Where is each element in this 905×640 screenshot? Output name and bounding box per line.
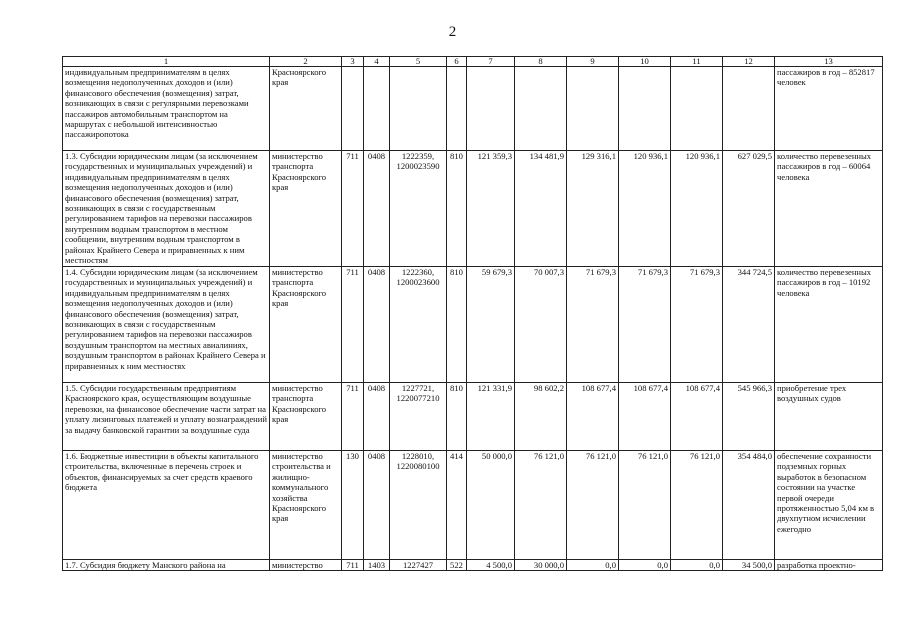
column-header: 5 [390,57,447,67]
value-cell: 0,0 [567,560,619,571]
expected-result-cell: количество перевезенных пассажиров в год – 60064 человека [775,151,883,267]
value-cell: 0,0 [671,560,723,571]
column-header: 6 [447,57,467,67]
expense-type-cell: 810 [447,267,467,383]
column-header: 4 [364,57,390,67]
expense-type-cell: 414 [447,451,467,560]
value-cell: 121 359,3 [467,151,515,267]
value-cell: 98 602,2 [515,383,567,451]
column-header: 12 [723,57,775,67]
expense-type-cell: 810 [447,151,467,267]
table-row [63,560,883,571]
column-header: 8 [515,57,567,67]
section-cell: 0408 [364,267,390,383]
grbs-cell: 711 [342,267,364,383]
value-cell: 76 121,0 [671,451,723,560]
target-article-cell: 1228010, 1220080100 [390,451,447,560]
expense-type-cell [447,67,467,151]
total-cell: 344 724,5 [723,267,775,383]
responsible-cell: министерство транспорта Красноярского края [270,267,342,383]
value-cell: 120 936,1 [671,151,723,267]
target-article-cell: 1227721, 1220077210 [390,383,447,451]
section-cell: 1403 [364,560,390,571]
value-cell: 120 936,1 [619,151,671,267]
total-cell: 354 484,0 [723,451,775,560]
target-article-cell [390,67,447,151]
value-cell [567,67,619,151]
measure-name-cell: 1.7. Субсидия бюджету Манского района на [63,560,270,571]
value-cell: 70 007,3 [515,267,567,383]
section-cell: 0408 [364,383,390,451]
measure-name-cell: 1.3. Субсидии юридическим лицам (за исключением государственных и муниципальных учреждений) и индивидуальным предпринимателям в целях возмещения недополученных доходов и (или) финансового обеспечения (возмещения) затрат, возникающих в связи с государственным регулированием тарифов на перевозки пассажиров внутренним водным транспортом в местном сообщении, внутренним водным транспортом в районах Крайнего Севера и приравненных к ним местностям [63,151,270,267]
value-cell: 121 331,9 [467,383,515,451]
column-header: 3 [342,57,364,67]
value-cell: 50 000,0 [467,451,515,560]
expected-result-cell: количество перевезенных пассажиров в год – 10192 человека [775,267,883,383]
table-row [63,267,883,383]
header-row [63,57,883,67]
value-cell [619,67,671,151]
grbs-cell: 711 [342,560,364,571]
responsible-cell: министерство строительства и жилищно-коммунального хозяйства Красноярского края [270,451,342,560]
value-cell [671,67,723,151]
table-row [63,451,883,560]
total-cell: 627 029,5 [723,151,775,267]
value-cell: 4 500,0 [467,560,515,571]
responsible-cell: министерство транспорта Красноярского края [270,151,342,267]
value-cell: 108 677,4 [671,383,723,451]
column-header: 7 [467,57,515,67]
table-row [63,151,883,267]
table-row [63,67,883,151]
value-cell: 59 679,3 [467,267,515,383]
expense-type-cell: 522 [447,560,467,571]
value-cell: 108 677,4 [619,383,671,451]
column-header: 2 [270,57,342,67]
column-header: 9 [567,57,619,67]
value-cell: 71 679,3 [671,267,723,383]
section-cell: 0408 [364,451,390,560]
measure-name-cell: 1.5. Субсидии государственным предприятиям Красноярского края, осуществляющим воздушные перевозки, на финансовое обеспечение части затрат на уплату лизинговых платежей и уплату вознаграждений за выдачу банковской гарантии за воздушные суда [63,383,270,451]
value-cell: 76 121,0 [619,451,671,560]
value-cell: 30 000,0 [515,560,567,571]
budget-table [62,56,883,571]
value-cell: 129 316,1 [567,151,619,267]
expected-result-cell: приобретение трех воздушных судов [775,383,883,451]
value-cell: 71 679,3 [567,267,619,383]
target-article-cell: 1222359, 1200023590 [390,151,447,267]
target-article-cell: 1222360, 1200023600 [390,267,447,383]
value-cell: 71 679,3 [619,267,671,383]
value-cell: 76 121,0 [515,451,567,560]
value-cell: 76 121,0 [567,451,619,560]
page-number: 2 [448,24,457,40]
section-cell [364,67,390,151]
grbs-cell: 711 [342,383,364,451]
value-cell: 108 677,4 [567,383,619,451]
section-cell: 0408 [364,151,390,267]
measure-name-cell: 1.6. Бюджетные инвестиции в объекты капитального строительства, включенные в перечень строек и объектов, финансируемых за счет средств краевого бюджета [63,451,270,560]
total-cell: 34 500,0 [723,560,775,571]
column-header: 13 [775,57,883,67]
expected-result-cell: пассажиров в год – 852817 человек [775,67,883,151]
measure-name-cell: 1.4. Субсидии юридическим лицам (за исключением государственных и муниципальных учреждений) и индивидуальным предпринимателям в целях возмещения недополученных доходов и (или) финансового обеспечения (возмещения) затрат, возникающих в связи с государственным регулированием тарифов на перевозки пассажиров воздушным транспортом на местных авиалиниях, воздушным транспортом в районах Крайнего Севера и приравненных к ним местностях [63,267,270,383]
value-cell: 0,0 [619,560,671,571]
value-cell: 134 481,9 [515,151,567,267]
grbs-cell [342,67,364,151]
column-header: 10 [619,57,671,67]
target-article-cell: 1227427 [390,560,447,571]
value-cell [467,67,515,151]
responsible-cell: министерство транспорта Красноярского края [270,383,342,451]
column-header: 1 [63,57,270,67]
responsible-cell: министерство [270,560,342,571]
measure-name-cell: индивидуальным предпринимателям в целях возмещения недополученных доходов и (или) финансового обеспечения (возмещения) затрат, возникающих в связи с регулярными перевозками пассажиров автомобильным транспортом на маршрутах с небольшой интенсивностью пассажиропотока [63,67,270,151]
column-header: 11 [671,57,723,67]
expense-type-cell: 810 [447,383,467,451]
total-cell: 545 966,3 [723,383,775,451]
total-cell [723,67,775,151]
grbs-cell: 711 [342,151,364,267]
expected-result-cell: разработка проектно- [775,560,883,571]
value-cell [515,67,567,151]
responsible-cell: Красноярского края [270,67,342,151]
expected-result-cell: обеспечение сохранности подземных горных выработок в безопасном состоянии на участке первой очереди протяженностью 5,04 км в двухпутном исчислении ежегодно [775,451,883,560]
table-row [63,383,883,451]
grbs-cell: 130 [342,451,364,560]
